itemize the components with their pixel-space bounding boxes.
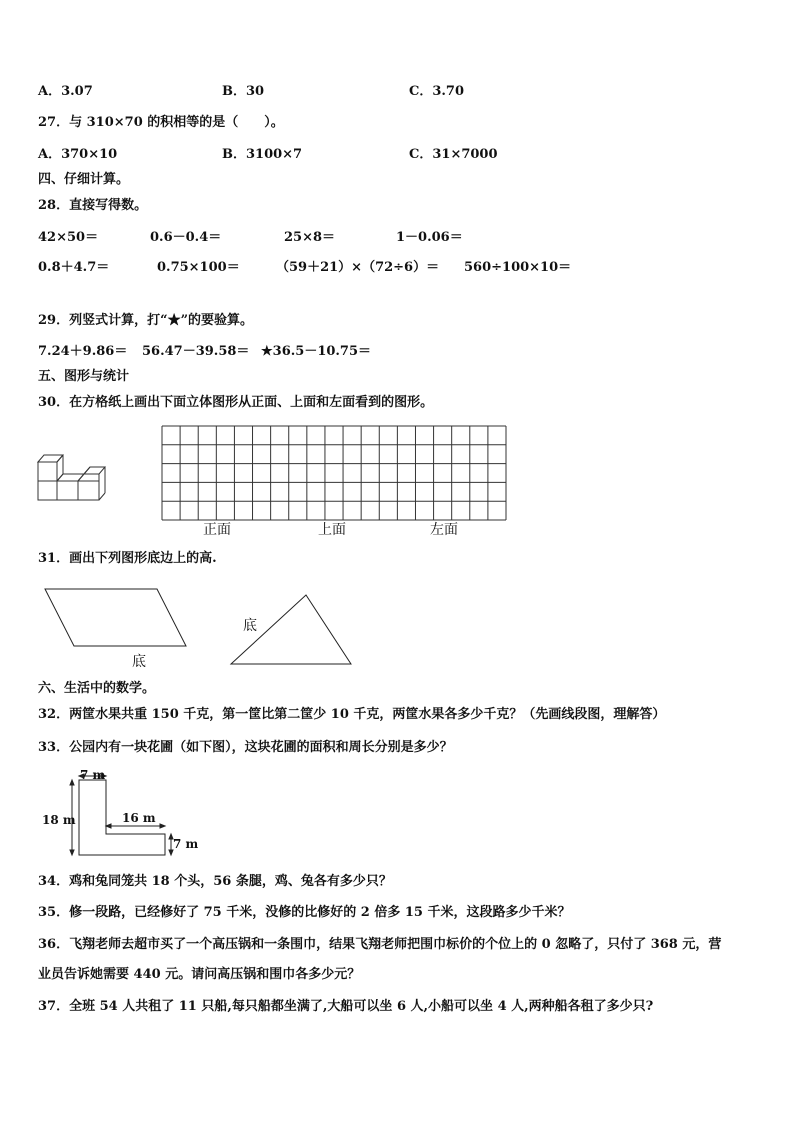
q26-option-c: C．3.70 (409, 84, 465, 99)
drawing-grid (161, 425, 507, 521)
garden-dim-right: 7 m (173, 837, 199, 851)
q36-text-line1: 36．飞翔老师去超市买了一个高压锅和一条围巾，结果飞翔老师把围巾标价的个位上的 0 忽略了，只付了 368 元，营 (38, 937, 722, 952)
q29-title: 29．列竖式计算，打“★”的要验算。 (38, 313, 254, 328)
q26-option-b: B．30 (222, 84, 265, 99)
q37-text: 37．全班 54 人共租了 11 只船,每只船都坐满了,大船可以坐 6 人,小船可以坐 4 人,两种船各租了多少只? (38, 999, 654, 1014)
grid-label-front: 正面 (203, 522, 231, 538)
q29-item-2: 56.47－39.58＝ (142, 344, 250, 359)
section-6-title: 六、生活中的数学。 (38, 681, 156, 696)
q35-text: 35．修一段路，已经修好了 75 千米，没修的比修好的 2 倍多 15 千米，这段路多少千米？ (38, 905, 571, 920)
garden-dim-top: 7 m (80, 768, 106, 782)
q30-title: 30．在方格纸上画出下面立体图形从正面、上面和左面看到的图形。 (38, 395, 434, 410)
q28-item-6: 0.75×100＝ (157, 260, 240, 275)
q28-item-4: 1－0.06＝ (396, 230, 463, 245)
triangle-base-label: 底 (243, 618, 257, 634)
q28-item-3: 25×8＝ (284, 230, 336, 245)
q27-option-c: C．31×7000 (409, 147, 498, 162)
q29-item-1: 7.24＋9.86＝ (38, 344, 128, 359)
cube-stack-figure (36, 452, 106, 502)
q28-item-7: （59＋21）×（72÷6）＝ (276, 260, 440, 275)
section-5-title: 五、图形与统计 (38, 369, 130, 384)
q29-item-3: ★36.5－10.75＝ (261, 344, 372, 359)
grid-label-left: 左面 (430, 522, 458, 538)
q26-option-a: A．3.07 (38, 84, 93, 99)
q34-text: 34．鸡和兔同笼共 18 个头，56 条腿，鸡、兔各有多少只？ (38, 874, 392, 889)
q27-option-a: A．370×10 (38, 147, 118, 162)
q28-item-5: 0.8＋4.7＝ (38, 260, 110, 275)
q31-title: 31．画出下列图形底边上的高. (38, 551, 217, 566)
q28-item-2: 0.6－0.4＝ (150, 230, 222, 245)
q28-item-1: 42×50＝ (38, 230, 99, 245)
garden-dim-middle: 16 m (122, 811, 156, 825)
q27-question: 27．与 310×70 的积相等的是（ ）。 (38, 115, 284, 130)
q36-text-line2: 业员告诉她需要 440 元。请问高压锅和围巾各多少元？ (38, 967, 361, 982)
parallelogram-figure (40, 588, 190, 648)
q32-text: 32．两筐水果共重 150 千克，第一筐比第二筐少 10 千克，两筐水果各多少千克？（先画线段图，理解答） (38, 707, 666, 722)
grid-label-top: 上面 (318, 522, 346, 538)
parallelogram-base-label: 底 (132, 654, 146, 670)
q33-text: 33．公园内有一块花圃（如下图），这块花圃的面积和周长分别是多少？ (38, 740, 453, 755)
q27-option-b: B．3100×7 (222, 147, 303, 162)
q28-item-8: 560÷100×10＝ (464, 260, 572, 275)
q28-title: 28．直接写得数。 (38, 198, 148, 213)
section-4-title: 四、仔细计算。 (38, 172, 130, 187)
garden-dim-left: 18 m (42, 813, 76, 827)
